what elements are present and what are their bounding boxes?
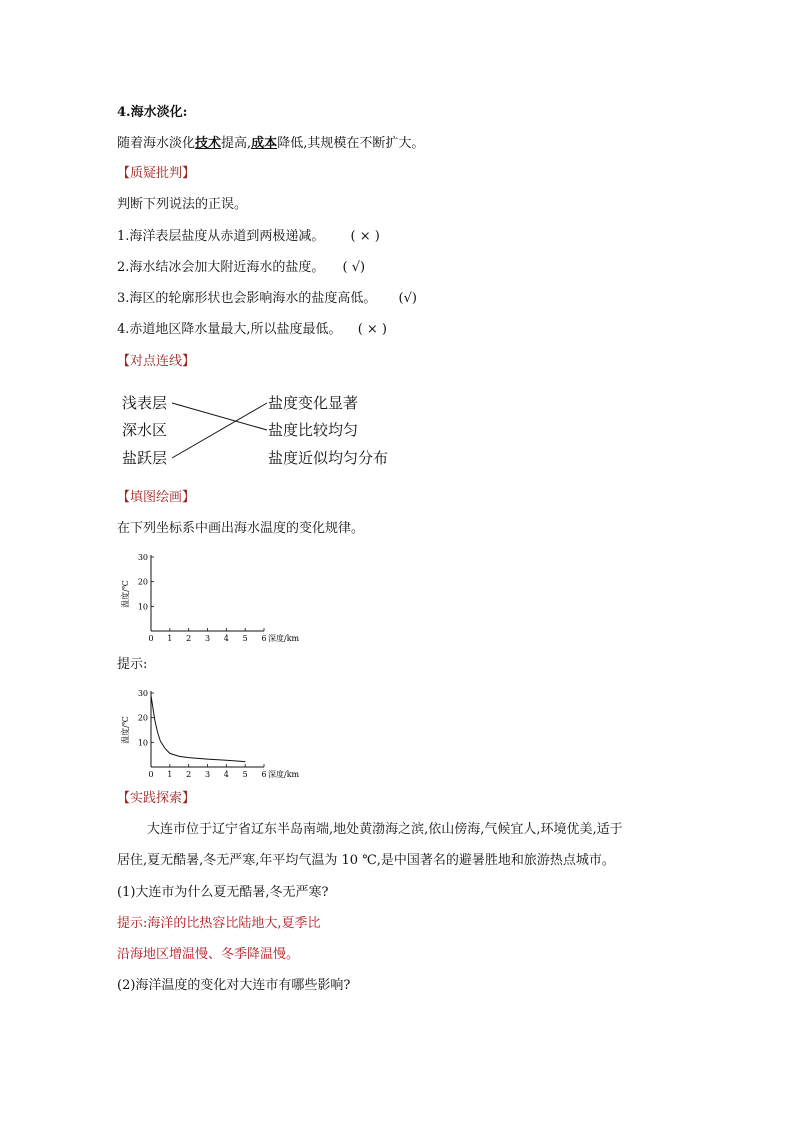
x-tick-label: 5 xyxy=(242,770,248,779)
y-tick-label: 10 xyxy=(137,738,148,748)
judge-intro: 判断下列说法的正误。 xyxy=(117,197,248,212)
desalination-sentence xyxy=(117,136,424,152)
section-title-drawing: 【填图绘画】 xyxy=(117,490,196,505)
section-title-practice: 【实践探索】 xyxy=(117,791,196,806)
judge-statement: 3.海区的轮廓形状也会影响海水的盐度高低。 xyxy=(117,291,377,306)
drawing-instruction: 在下列坐标系中画出海水温度的变化规律。 xyxy=(117,521,365,536)
judge-statement: 4.赤道地区降水量最大,所以盐度最低。 xyxy=(117,322,342,337)
y-tick-label: 20 xyxy=(137,713,148,723)
practice-paragraph-line: 居住,夏无酷暑,冬无严寒,年平均气温为 10 ℃,是中国著名的避暑胜地和旅游热点城市。 xyxy=(117,853,615,868)
text-segment: 降低,其规模在不断扩大。 xyxy=(277,136,425,151)
matching-left-item: 浅表层 xyxy=(122,394,168,412)
temperature-curve xyxy=(151,696,245,762)
matching-right-item: 盐度变化显著 xyxy=(268,394,359,412)
x-tick-label: 1 xyxy=(167,770,173,779)
x-tick-label: 1 xyxy=(167,634,173,643)
x-axis-label: 深度/km xyxy=(268,770,300,779)
question-1: (1)大连市为什么夏无酷暑,冬无严寒? xyxy=(117,885,329,900)
y-tick-label: 30 xyxy=(137,689,148,698)
keyword-technology: 技术 xyxy=(195,136,222,151)
practice-paragraph-line: 大连市位于辽宁省辽东半岛南端,地处黄渤海之滨,依山傍海,气候宜人,环境优美,适于 xyxy=(147,822,623,837)
x-tick-label: 4 xyxy=(223,770,229,779)
hint-temperature-chart xyxy=(115,684,320,779)
heading-number: 4. xyxy=(117,105,131,120)
x-tick-label: 3 xyxy=(204,634,211,643)
heading-title: 海水淡化: xyxy=(130,105,188,120)
judge-item xyxy=(117,229,380,245)
x-tick-label: 3 xyxy=(204,770,211,779)
x-tick-label: 6 xyxy=(261,634,267,643)
judge-mark: ( √) xyxy=(342,260,366,275)
y-tick-label: 20 xyxy=(137,577,148,587)
blank-temperature-chart xyxy=(115,548,320,643)
judge-mark: ( × ) xyxy=(357,322,387,337)
question-2: (2)海洋温度的变化对大连市有哪些影响? xyxy=(117,978,351,993)
x-axis-label: 深度/km xyxy=(268,634,300,643)
judge-mark: (√) xyxy=(398,291,417,306)
matching-lines xyxy=(117,388,417,474)
matching-right-item: 盐度近似均匀分布 xyxy=(268,449,389,467)
match-line xyxy=(172,403,267,430)
y-axis-label: 温度/℃ xyxy=(121,716,130,744)
judge-item xyxy=(117,260,365,276)
text-segment: 提高, xyxy=(221,136,252,151)
section-title-matching: 【对点连线】 xyxy=(117,354,196,369)
hint-label: 提示: xyxy=(117,657,148,672)
judge-item xyxy=(117,322,387,338)
judge-item xyxy=(117,291,417,307)
matching-right-item: 盐度比较均匀 xyxy=(268,421,359,439)
matching-diagram xyxy=(117,388,417,474)
y-axis-label: 温度/℃ xyxy=(121,580,130,608)
judge-mark: ( × ) xyxy=(350,229,380,244)
x-tick-label: 6 xyxy=(261,770,267,779)
matching-left-item: 盐跃层 xyxy=(122,449,168,467)
x-tick-label: 5 xyxy=(242,634,248,643)
matching-left-item: 深水区 xyxy=(122,421,168,439)
keyword-cost: 成本 xyxy=(251,136,278,151)
x-tick-label: 4 xyxy=(223,634,229,643)
answer-hint-line: 提示:海洋的比热容比陆地大,夏季比 xyxy=(117,916,321,931)
answer-hint-line: 沿海地区增温慢、冬季降温慢。 xyxy=(117,947,300,962)
x-tick-label: 0 xyxy=(148,770,154,779)
judge-statement: 2.海水结冰会加大附近海水的盐度。 xyxy=(117,260,325,275)
x-tick-label: 0 xyxy=(148,634,154,643)
judge-statement: 1.海洋表层盐度从赤道到两极递减。 xyxy=(117,229,325,244)
x-tick-label: 2 xyxy=(186,770,192,779)
heading-desalination xyxy=(117,105,187,121)
y-tick-label: 10 xyxy=(137,602,148,612)
x-tick-label: 2 xyxy=(186,634,192,643)
y-tick-label: 30 xyxy=(137,553,148,562)
text-segment: 随着海水淡化 xyxy=(117,136,196,151)
section-title-judge: 【质疑批判】 xyxy=(117,166,196,181)
match-line xyxy=(172,403,267,458)
